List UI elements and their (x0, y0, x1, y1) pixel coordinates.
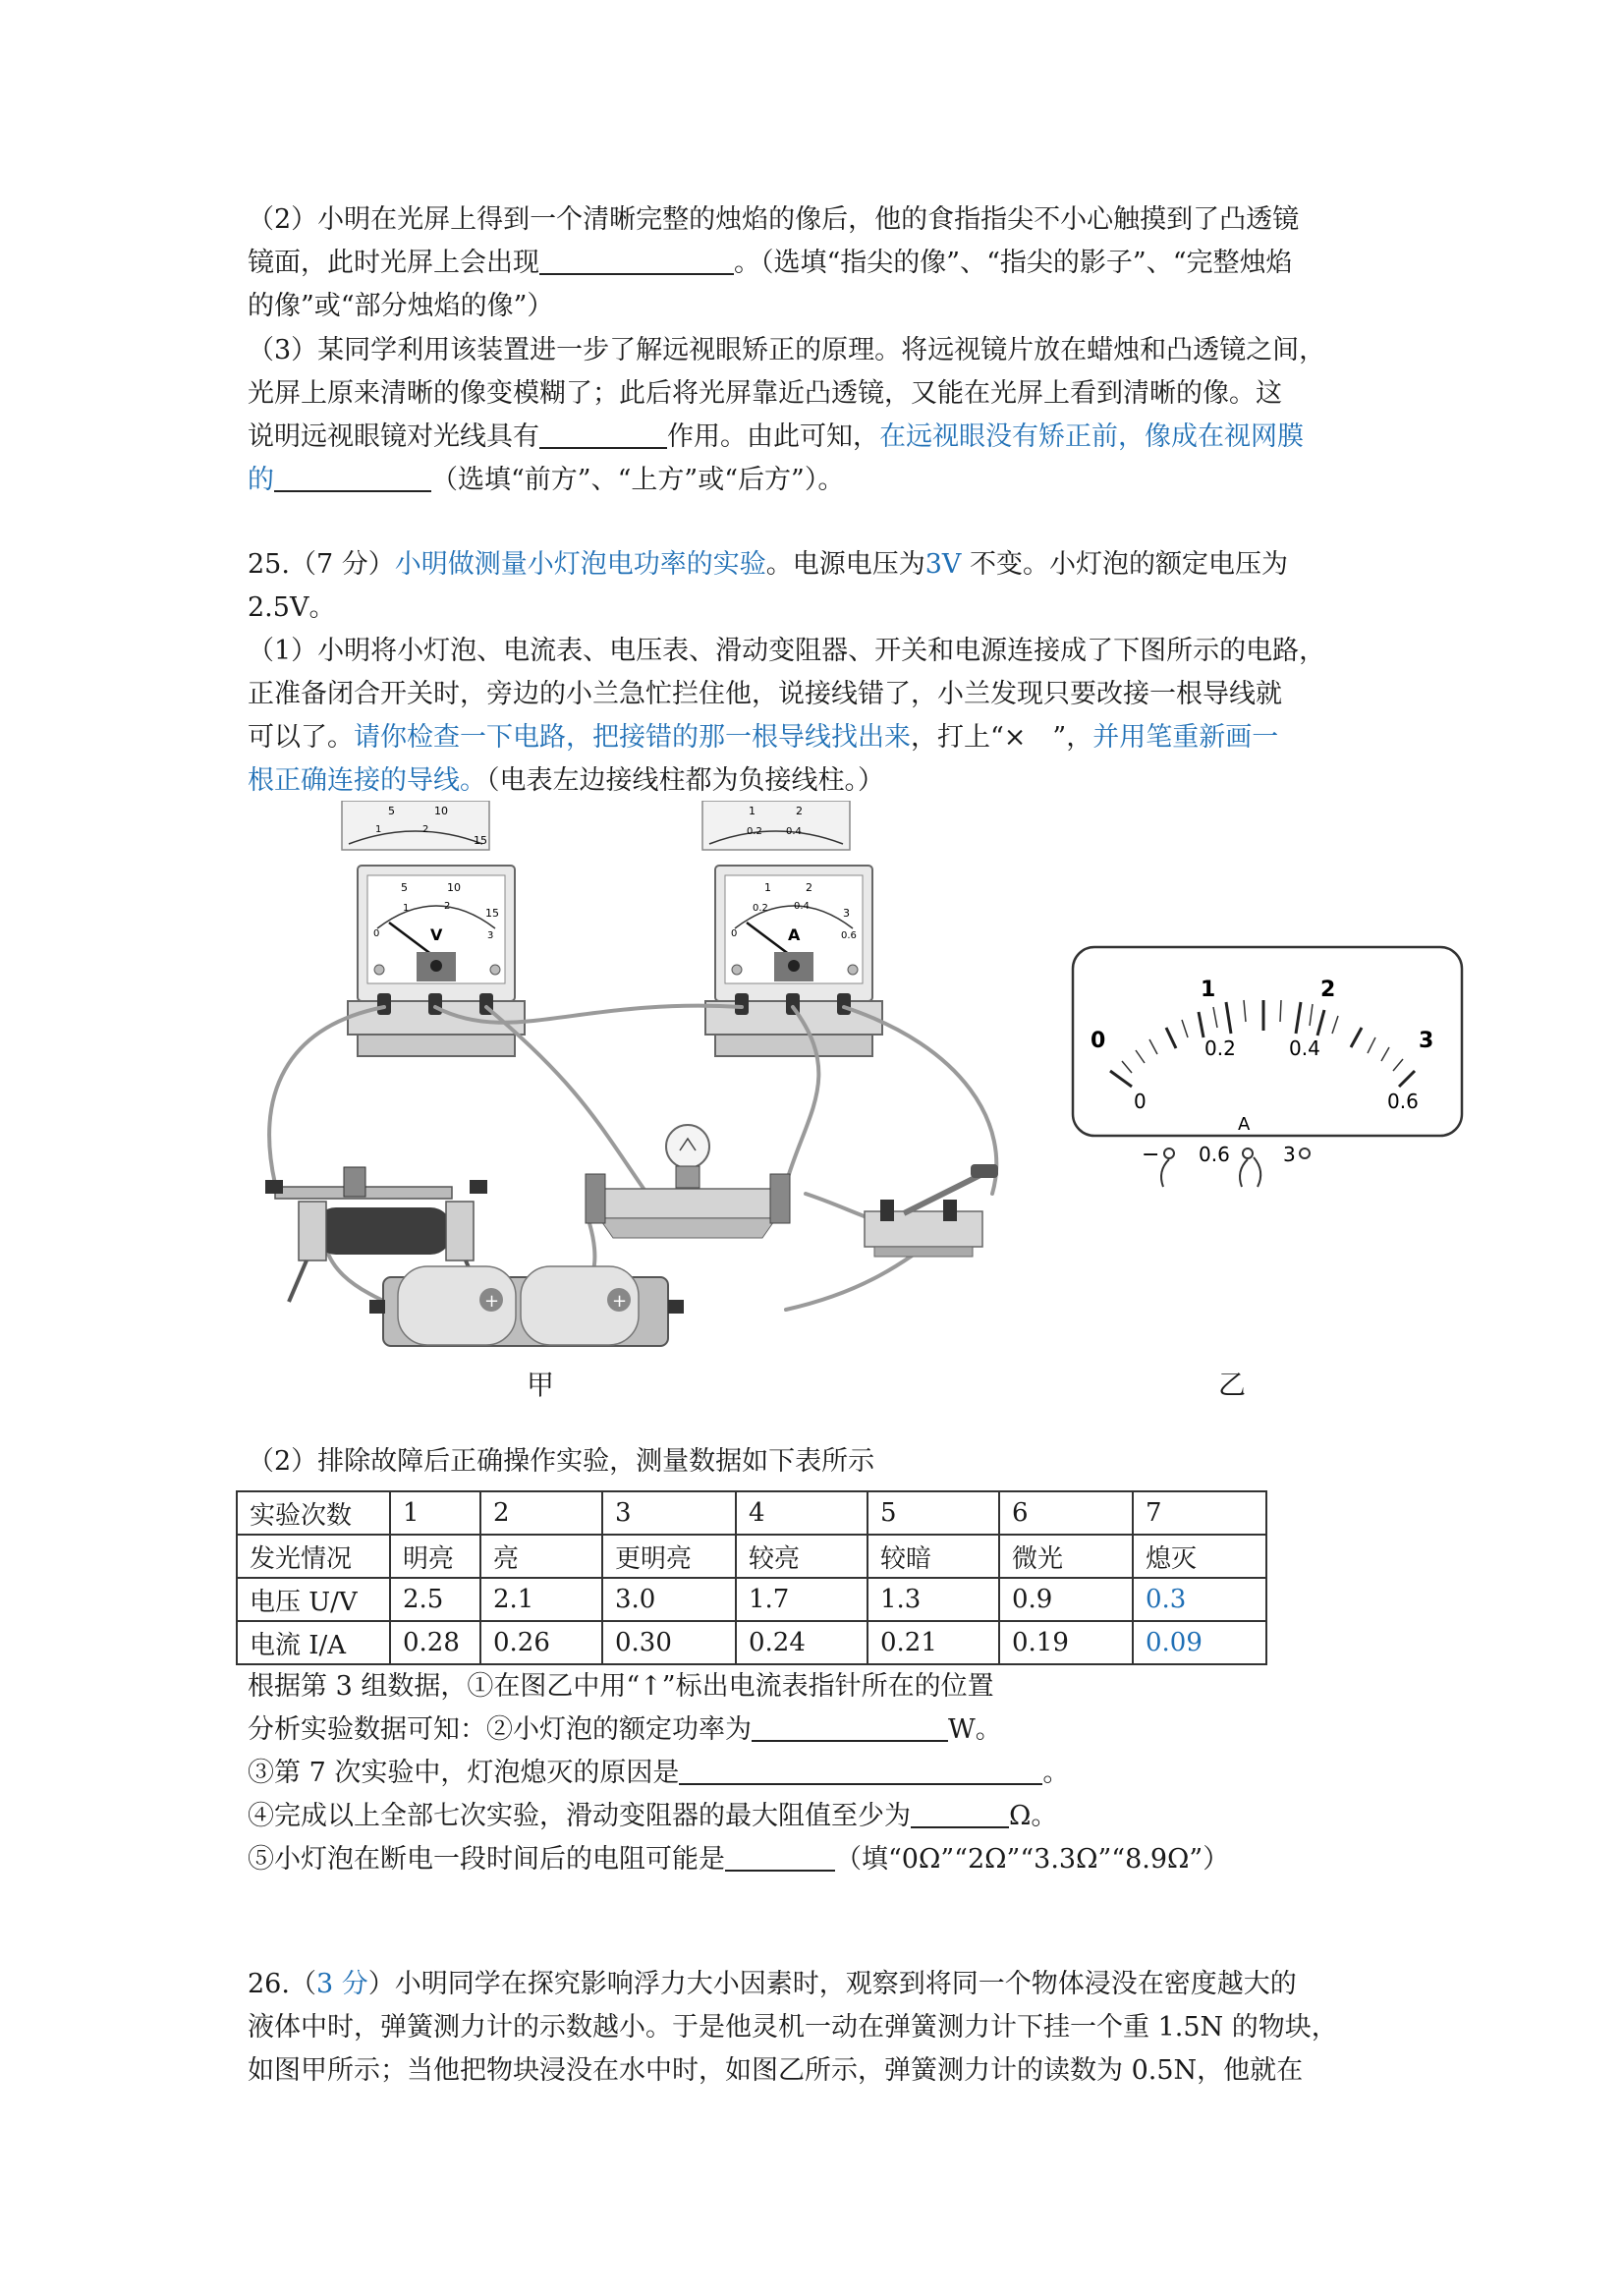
q25-part1-line1: （1）小明将小灯泡、电流表、电压表、滑动变阻器、开关和电源连接成了下图所示的电路， (248, 636, 1326, 666)
ammeter-yi-bottom-06: 0.6 (1387, 1090, 1419, 1113)
spare-ammeter-face (702, 801, 850, 850)
q24-part2-line2: 镜面，此时光屏上会出现 。（选填“指尖的像”、“指尖的影子”、“完整烛焰 (248, 242, 1293, 285)
ammeter-bottom-06: 0.6 (841, 930, 857, 941)
table-cell: 0.3 (1133, 1578, 1266, 1621)
table-cell: 1 (390, 1491, 480, 1535)
ammeter-bottom-02: 0.2 (753, 903, 768, 914)
ammeter-figure-yi[interactable] (1071, 945, 1464, 1220)
voltmeter-unit: V (430, 925, 443, 944)
ammeter-yi-top-2: 2 (1320, 978, 1336, 1002)
table-row (237, 1578, 1266, 1621)
q24-part2-line1: （2）小明在光屏上得到一个清晰完整的烛焰的像后，他的食指指尖不小心触摸到了凸透镜 (248, 204, 1300, 235)
ammeter-top-1: 1 (764, 881, 771, 894)
q25-analysis-2: 分析实验数据可知：②小灯泡的额定功率为 W。 (248, 1708, 1002, 1752)
q25-analysis-4: ④完成以上全部七次实验，滑动变阻器的最大阻值至少为 Ω。 (248, 1795, 1057, 1838)
table-cell: 更明亮 (602, 1535, 736, 1578)
ammeter-unit: A (788, 925, 801, 944)
answer-blank[interactable] (911, 1797, 1009, 1828)
table-cell: 5 (867, 1491, 999, 1535)
voltmeter-bottom-0: 0 (373, 928, 380, 939)
table-cell: 0.19 (999, 1621, 1133, 1664)
battery-plus-2: + (612, 1291, 628, 1312)
answer-blank[interactable] (752, 1710, 948, 1742)
q24-part3-line2: 光屏上原来清晰的像变模糊了；此后将光屏靠近凸透镜，又能在光屏上看到清晰的像。这 (248, 378, 1282, 409)
voltmeter-bottom-2: 2 (444, 901, 451, 912)
figure-caption-jia: 甲 (527, 1369, 555, 1401)
table-cell: 2.1 (480, 1578, 602, 1621)
spare-voltmeter-top-10: 10 (434, 805, 448, 817)
ammeter-top-2: 2 (806, 881, 812, 894)
q24-part2-line3: 的像”或“部分烛焰的像”） (248, 291, 554, 321)
voltmeter-top-10: 10 (447, 881, 461, 894)
ammeter-yi-terminals (1142, 1143, 1310, 1187)
figure-caption-yi: 乙 (1218, 1369, 1247, 1401)
table-cell: 4 (736, 1491, 867, 1535)
table-cell: 0.09 (1133, 1621, 1266, 1664)
table-cell: 明亮 (390, 1535, 480, 1578)
answer-blank[interactable] (274, 461, 431, 492)
voltmeter-top-5: 5 (401, 881, 408, 894)
terminal-3-label: 3 (1283, 1143, 1296, 1166)
q25-analysis-3: ③第 7 次实验中，灯泡熄灭的原因是 。 (248, 1752, 1069, 1795)
spare-voltmeter-top-5: 5 (388, 805, 395, 817)
table-cell: 2.5 (390, 1578, 480, 1621)
table-cell: 0.30 (602, 1621, 736, 1664)
table-cell: 0.21 (867, 1621, 999, 1664)
q24-part3-line1: （3）某同学利用该装置进一步了解远视眼矫正的原理。将远视镜片放在蜡烛和凸透镜之间， (248, 335, 1326, 365)
spare-ammeter-bottom-02: 0.2 (747, 826, 762, 837)
q26-line1: 26.（3 分）小明同学在探究影响浮力大小因素时，观察到将同一个物体浸没在密度越大的 (248, 1969, 1297, 1999)
battery-pack (369, 1266, 684, 1346)
spare-ammeter-top-1: 1 (749, 805, 756, 817)
table-cell: 0.28 (390, 1621, 480, 1664)
spare-voltmeter-face (342, 801, 489, 850)
ammeter-yi-top-3: 3 (1419, 1029, 1434, 1053)
table-cell: 1.7 (736, 1578, 867, 1621)
q25-part1-line4: 根正确连接的导线。（电表左边接线柱都为负接线柱。） (248, 765, 884, 796)
spare-voltmeter-bottom-2: 2 (422, 824, 429, 835)
q25-heading: 25.（7 分）小明做测量小灯泡电功率的实验。电源电压为3V 不变。小灯泡的额定电压为 (248, 549, 1288, 580)
table-cell: 7 (1133, 1491, 1266, 1535)
table-cell: 实验次数 (237, 1491, 390, 1535)
voltmeter-top-15: 15 (485, 907, 499, 920)
ammeter-bottom-0: 0 (731, 928, 738, 939)
ammeter-yi-unit: A (1238, 1114, 1251, 1135)
q26-line2: 液体中时，弹簧测力计的示数越小。于是他灵机一动在弹簧测力计下挂一个重 1.5N 的物块， (248, 2012, 1338, 2043)
spare-ammeter-bottom-04: 0.4 (786, 826, 802, 837)
q26-line3: 如图甲所示；当他把物块浸没在水中时，如图乙所示，弹簧测力计的读数为 0.5N，他就在 (248, 2055, 1304, 2086)
table-cell: 3.0 (602, 1578, 736, 1621)
answer-blank[interactable] (725, 1840, 835, 1872)
table-cell: 亮 (480, 1535, 602, 1578)
table-row (237, 1535, 1266, 1578)
ammeter-yi-bottom-04: 0.4 (1289, 1036, 1320, 1060)
bulb-holder (586, 1125, 790, 1238)
q24-part3-line4: 的 （选填“前方”、“上方”或“后方”）。 (248, 459, 844, 502)
ammeter-top-3: 3 (843, 907, 850, 920)
table-cell: 2 (480, 1491, 602, 1535)
q25-analysis-1: 根据第 3 组数据，①在图乙中用“↑”标出电流表指针所在的位置 (248, 1671, 994, 1702)
table-cell: 微光 (999, 1535, 1133, 1578)
q24-part3-line3: 说明远视眼镜对光线具有 作用。由此可知，在远视眼没有矫正前，像成在视网膜 (248, 416, 1304, 459)
table-cell: 较暗 (867, 1535, 999, 1578)
table-cell: 6 (999, 1491, 1133, 1535)
table-cell: 0.9 (999, 1578, 1133, 1621)
measurement-table (236, 1490, 1267, 1665)
answer-blank[interactable] (679, 1754, 1042, 1785)
ammeter (705, 866, 882, 1056)
q25-part2-intro: （2）排除故障后正确操作实验，测量数据如下表所示 (248, 1446, 875, 1477)
table-row (237, 1491, 1266, 1535)
terminal-minus-label: − (1142, 1143, 1160, 1167)
spare-ammeter-top-2: 2 (796, 805, 803, 817)
ammeter-yi-bottom-0: 0 (1134, 1090, 1147, 1113)
voltmeter-bottom-1: 1 (403, 903, 410, 914)
table-cell: 较亮 (736, 1535, 867, 1578)
q25-part1-line2: 正准备闭合开关时，旁边的小兰急忙拦住他，说接线错了，小兰发现只要改接一根导线就 (248, 679, 1282, 709)
table-cell: 0.26 (480, 1621, 602, 1664)
table-cell: 3 (602, 1491, 736, 1535)
answer-blank[interactable] (539, 418, 667, 449)
table-row (237, 1621, 1266, 1664)
table-cell: 电压 U/V (237, 1578, 390, 1621)
table-cell: 熄灭 (1133, 1535, 1266, 1578)
table-cell: 0.24 (736, 1621, 867, 1664)
ammeter-bottom-04: 0.4 (794, 901, 810, 912)
ammeter-yi-top-1: 1 (1201, 978, 1216, 1002)
table-cell: 发光情况 (237, 1535, 390, 1578)
knife-switch (865, 1164, 998, 1257)
ammeter-yi-top-0: 0 (1091, 1029, 1106, 1053)
voltmeter-bottom-3: 3 (487, 930, 494, 941)
q25-analysis-5: ⑤小灯泡在断电一段时间后的电阻可能是 （填“0Ω”“2Ω”“3.3Ω”“8.9Ω”） (248, 1838, 1229, 1881)
table-cell: 1.3 (867, 1578, 999, 1621)
q25-heading-line2: 2.5V。 (248, 592, 336, 623)
answer-blank[interactable] (539, 244, 734, 275)
table-cell: 电流 I/A (237, 1621, 390, 1664)
terminal-06-label: 0.6 (1199, 1143, 1230, 1166)
battery-plus-1: + (484, 1291, 500, 1312)
spare-voltmeter-bottom-1: 1 (375, 824, 382, 835)
q25-part1-line3: 可以了。请你检查一下电路，把接错的那一根导线找出来，打上“× ”，并用笔重新画一 (248, 722, 1279, 753)
ammeter-yi-bottom-02: 0.2 (1204, 1036, 1236, 1060)
voltmeter (348, 866, 525, 1056)
circuit-figure-jia (255, 801, 1071, 1351)
spare-voltmeter-top-15: 15 (474, 834, 487, 847)
